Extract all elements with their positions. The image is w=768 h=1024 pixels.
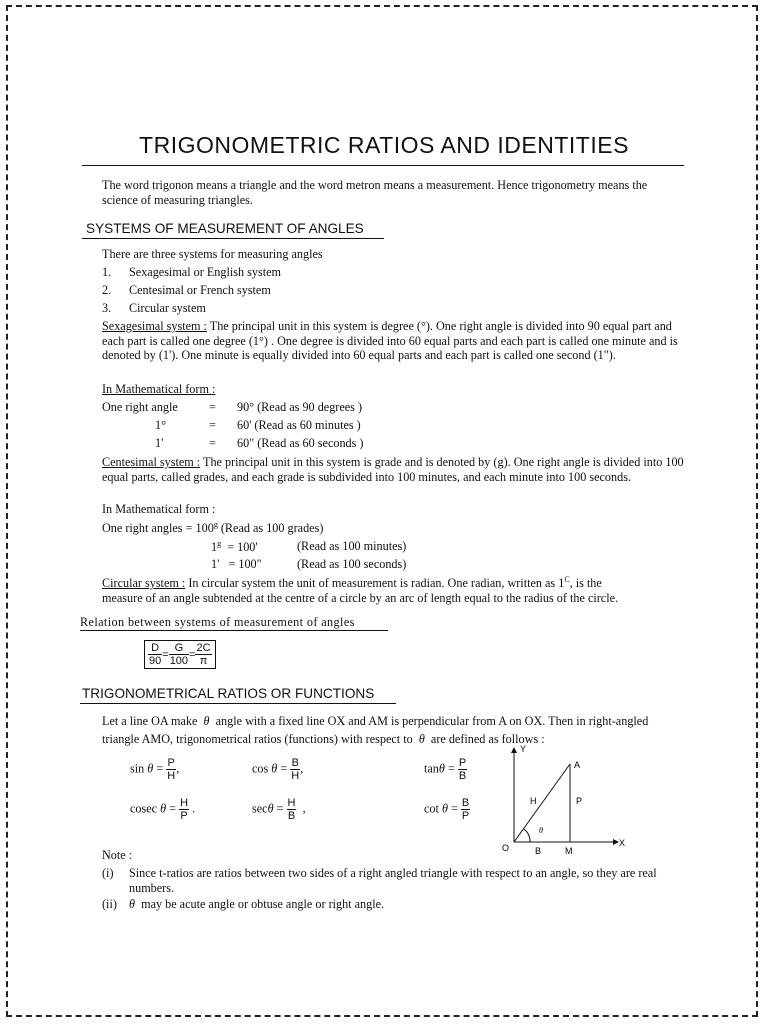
ratio-sin xyxy=(130,757,179,782)
note-text-2 xyxy=(129,897,384,912)
label-b-point: B xyxy=(535,846,542,856)
denominator: P xyxy=(180,810,188,822)
relation-rule xyxy=(80,630,388,631)
cent-row-2 xyxy=(211,539,258,555)
equals: = xyxy=(162,649,169,662)
list-item xyxy=(102,283,111,298)
numerator: D xyxy=(148,642,162,655)
note-number: (ii) xyxy=(102,897,117,911)
ratio-fraction xyxy=(458,757,467,782)
intro-text: Let a line OA make xyxy=(102,714,198,728)
equals: = xyxy=(169,801,177,816)
cent-row-1-value: 100 xyxy=(195,521,214,536)
label-m: M xyxy=(565,846,573,856)
circular-line-2: measure of an angle subtended at the centre of a circle by an arc of length equal to the radius of the circle. xyxy=(102,591,619,605)
note-label: Note : xyxy=(102,848,133,862)
label-x: X xyxy=(619,838,626,848)
theta-symbol: θ xyxy=(271,761,278,776)
circular-label: Circular system : xyxy=(102,576,186,591)
cent-row-2-rhs: (Read as 100 minutes) xyxy=(297,539,407,553)
ratio-fraction xyxy=(290,757,300,782)
list-number: 1. xyxy=(102,265,112,279)
note-number: (i) xyxy=(102,866,114,880)
relation-formula xyxy=(144,640,216,669)
page-title: TRIGONOMETRIC RATIOS AND IDENTITIES xyxy=(139,132,629,158)
sexa-row-rhs: 60" (Read as 60 seconds ) xyxy=(237,436,364,450)
ratios-intro-line-1 xyxy=(102,714,648,729)
math-form-label: In Mathematical form : xyxy=(102,382,216,396)
denominator: P xyxy=(461,810,470,822)
centesimal-label: Centesimal system : xyxy=(102,455,201,469)
fraction-c xyxy=(195,642,211,667)
sexa-row-rhs: 60' (Read as 60 minutes ) xyxy=(237,418,361,432)
grade-sup: g xyxy=(213,520,218,529)
sexa-row-eq: = xyxy=(209,418,216,432)
title-rule xyxy=(82,165,684,166)
fn-name: sin xyxy=(130,761,145,776)
cent-row-3-mid: = 100" xyxy=(228,557,262,571)
fn-name: cos xyxy=(252,761,269,776)
list-number: 2. xyxy=(102,283,112,297)
intro-paragraph: The word trigonon means a triangle and the word metron means a measurement. Hence trigonometry means the science of measuring triangles. xyxy=(102,178,648,207)
label-a: A xyxy=(574,760,581,770)
ratio-fraction xyxy=(179,797,189,822)
punct: . xyxy=(192,801,196,816)
sexa-row-lhs: 1° xyxy=(155,418,166,432)
ratio-cos xyxy=(252,757,303,782)
cent-row-3-rhs: (Read as 100 seconds) xyxy=(297,557,407,571)
theta-symbol: θ xyxy=(129,897,135,911)
theta-symbol: θ xyxy=(160,801,167,816)
list-text: Circular system xyxy=(129,301,206,315)
punct: , xyxy=(302,801,306,816)
sexa-row-lhs: One right angle xyxy=(102,400,178,414)
angle-arc xyxy=(524,829,530,842)
theta-symbol: θ xyxy=(441,801,448,816)
cent-row-3-lhs: 1' xyxy=(211,557,220,571)
label-p: P xyxy=(576,796,583,806)
cent-row-3 xyxy=(211,557,262,572)
ratio-fraction xyxy=(461,797,470,822)
note-text: may be acute angle or obtuse angle or right angle. xyxy=(141,897,385,911)
sexa-row-rhs: 90° (Read as 90 degrees ) xyxy=(237,400,363,414)
theta-symbol: θ xyxy=(438,761,445,776)
theta-symbol: θ xyxy=(147,761,154,776)
numerator: 2C xyxy=(196,642,211,654)
numerator: B xyxy=(291,757,299,769)
math-form-label-2: In Mathematical form : xyxy=(102,502,216,516)
equals: = xyxy=(156,761,164,776)
denominator: B xyxy=(458,770,467,782)
sexagesimal-text: The principal unit in this system is degree (°). One right angle is divided into 90 equal part and each part is called one degree (1°) . One degree is divided into 60 equal parts and each part is called one minute and is denoted by (1'). One minute is equally divided into 60 equal parts and each part is called one second (1"). xyxy=(102,319,678,363)
theta-symbol: θ xyxy=(203,714,210,728)
ratio-tan xyxy=(424,757,467,782)
sexa-row-lhs: 1' xyxy=(155,436,164,450)
numerator: P xyxy=(458,757,467,769)
fn-name: cot xyxy=(424,801,439,816)
numerator: H xyxy=(287,797,296,809)
equals: = xyxy=(450,801,458,816)
sexagesimal-paragraph xyxy=(102,319,684,363)
numerator: G xyxy=(169,642,189,655)
grade-sup: g xyxy=(217,539,222,548)
numerator: B xyxy=(461,797,470,809)
ratio-sec xyxy=(252,797,306,822)
fraction-d xyxy=(148,642,162,667)
denominator: B xyxy=(287,810,296,822)
fn-name: cosec xyxy=(130,801,158,816)
ratio-fraction xyxy=(287,797,297,822)
denominator: 100 xyxy=(169,655,189,667)
equals: = xyxy=(189,649,196,662)
list-number: 3. xyxy=(102,301,112,315)
intro-text: triangle AMO, trigonometrical ratios (functions) with respect to xyxy=(102,732,413,746)
centesimal-text: The principal unit in this system is grade and is denoted by (g). One right angle is divided into 100 equal parts, called grades, and each grade is subdivided into 100 minutes, and each minute into 100 seconds. xyxy=(102,455,684,484)
cent-row-1-rhs: (Read as 100 grades) xyxy=(220,521,324,536)
equals: = xyxy=(447,761,455,776)
right-triangle-diagram xyxy=(494,742,634,858)
circular-text-2: , is the xyxy=(569,576,602,591)
section-rule-systems xyxy=(82,238,384,239)
sexagesimal-label: Sexagesimal system : xyxy=(102,319,207,333)
circular-line-1 xyxy=(102,575,684,591)
note-text: Since t-ratios are ratios between two sides of a right angled triangle with respect to an angle, so they are real numbers. xyxy=(129,866,657,895)
label-theta: θ xyxy=(539,826,543,835)
cent-row-2-mid: = 100' xyxy=(227,540,258,555)
cent-row-2-lhs: 1 xyxy=(211,540,218,555)
centesimal-paragraph xyxy=(102,455,684,484)
label-o: O xyxy=(502,843,510,853)
cent-row-1 xyxy=(102,520,323,536)
theta-symbol: θ xyxy=(418,732,425,746)
punct: , xyxy=(300,761,304,776)
equals: = xyxy=(276,801,284,816)
ratio-cot xyxy=(424,797,470,822)
denominator: H xyxy=(167,770,176,782)
theta-symbol: θ xyxy=(267,801,274,816)
intro-text: angle with a fixed line OX and AM is perpendicular from A on OX. Then in right-angled xyxy=(215,714,649,728)
ratio-fraction xyxy=(166,757,176,782)
sexa-row-eq: = xyxy=(209,400,216,414)
relation-label: Relation between systems of measurement of angles xyxy=(80,615,355,629)
label-h: H xyxy=(530,796,537,806)
circular-text-1: In circular system the unit of measurement is radian. One radian, written as 1 xyxy=(185,576,565,591)
numerator: H xyxy=(180,797,189,809)
list-item xyxy=(102,265,111,280)
punct: , xyxy=(176,761,180,776)
fn-name: tan xyxy=(424,761,439,776)
sexa-row-eq: = xyxy=(209,436,216,450)
ratios-intro-line-2 xyxy=(102,732,545,747)
list-item xyxy=(102,301,111,316)
radian-sup: C xyxy=(564,575,570,584)
denominator: 90 xyxy=(149,655,162,667)
systems-lead: There are three systems for measuring angles xyxy=(102,247,323,261)
section-heading-ratios: TRIGONOMETRICAL RATIOS OR FUNCTIONS xyxy=(82,686,375,701)
section-heading-systems: SYSTEMS OF MEASUREMENT OF ANGLES xyxy=(86,221,364,236)
numerator: P xyxy=(167,757,175,769)
fn-name: sec xyxy=(252,801,268,816)
section-rule-ratios xyxy=(80,703,396,704)
denominator: H xyxy=(291,770,300,782)
equals: = xyxy=(280,761,288,776)
list-text: Sexagesimal or English system xyxy=(129,265,281,279)
intro-text: are defined as follows : xyxy=(430,732,545,746)
list-text: Centesimal or French system xyxy=(129,283,271,297)
label-y: Y xyxy=(520,744,527,754)
ratio-cosec xyxy=(130,797,195,822)
fraction-g xyxy=(169,642,189,667)
denominator: π xyxy=(199,655,208,667)
cent-row-1-lhs: One right angles = xyxy=(102,521,193,536)
